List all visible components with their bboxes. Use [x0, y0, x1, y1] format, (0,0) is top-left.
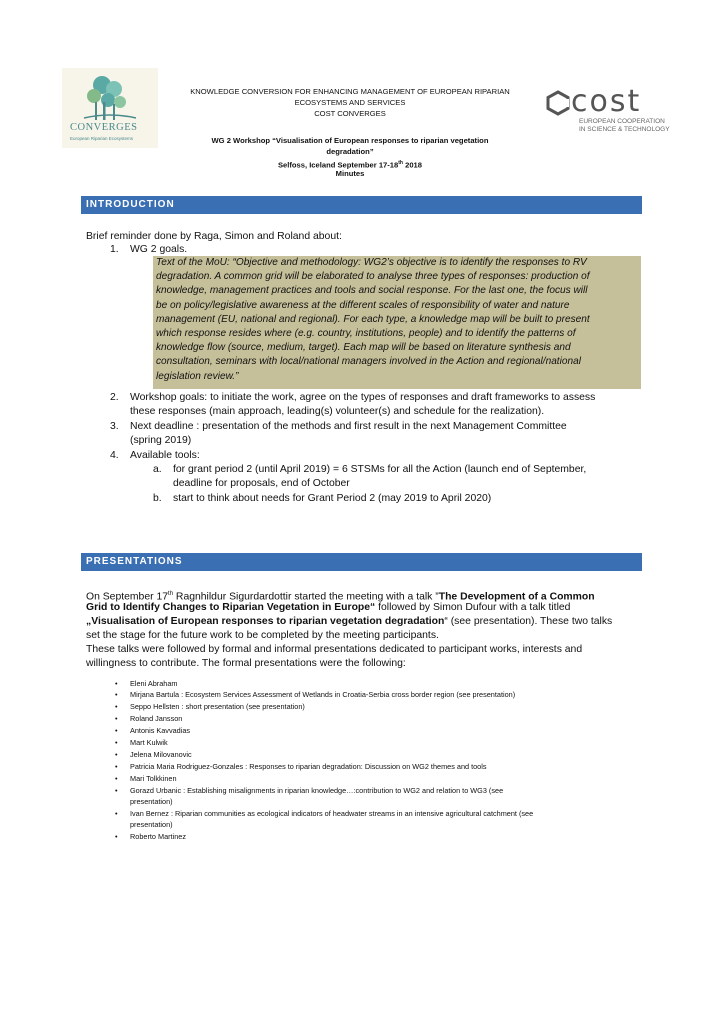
quote-line: knowledge, management practices and tools and social response. For the last one, the focus will [156, 285, 588, 297]
header-line-3: COST CONVERGES [314, 109, 386, 118]
presenter-item: Mari Tolkkinen [130, 774, 177, 783]
presentations-para-3 [86, 615, 612, 629]
item-4-text: Available tools: [130, 450, 200, 461]
cost-tagline-2: IN SCIENCE & TECHNOLOGY [579, 126, 670, 133]
item-2-text-2: these responses (main approach, leading(s) volunteer(s) and schedule for the realization). [130, 406, 545, 417]
p1-text-2: Ragnhildur Sigurdardottir started the meeting with a talk ” [173, 591, 439, 603]
presentations-heading: PRESENTATIONS [81, 553, 642, 571]
bullet: • [115, 714, 118, 723]
bullet: • [115, 679, 118, 688]
presenter-item: Ivan Bernez : Riparian communities as ecological indicators of headwater streams in an intensive agricultural catchment (see [130, 809, 534, 818]
workshop-title-1: WG 2 Workshop “Visualisation of European responses to riparian vegetation [211, 136, 489, 145]
logo-left-subtitle: European Riparian Ecosystems [70, 136, 134, 141]
p3-text: “ (see presentation). These two talks [444, 616, 613, 627]
item-3-text-1: Next deadline : presentation of the methods and first result in the next Management Committee [130, 421, 567, 432]
logo-left-text: CONVERGES [70, 122, 138, 133]
p1-text: On September 17 [86, 591, 169, 603]
cost-tagline-1: EUROPEAN COOPERATION [579, 118, 665, 125]
bullet: • [115, 738, 118, 747]
p1-sup: th [168, 591, 174, 597]
presentations-para-2 [86, 601, 570, 615]
location-text: Selfoss, Iceland September 17-18 [277, 160, 399, 170]
quote-line: management (EU, national and regional). For each type, a knowledge map will be built to present [156, 313, 590, 325]
talk-title-1b: Grid to Identify Changes to Riparian Vegetation in Europe“ [86, 602, 376, 613]
bullet: • [115, 774, 118, 783]
item-2-text-1: Workshop goals: to initiate the work, agree on the types of responses and draft frameworks to assess [130, 392, 596, 403]
quote-line: Text of the MoU: “Objective and methodology: WG2’s objective is to identify the responses to RV [156, 257, 587, 268]
presenter-item: Mart Kulwik [130, 738, 168, 747]
bullet: • [115, 702, 118, 711]
bullet: • [115, 750, 118, 759]
bullet: • [115, 762, 118, 771]
quote-line: which response resides where (e.g. country, institutions, people) and to identify the patterns of [156, 328, 576, 340]
presentations-para-4: set the stage for the future work to be completed by the meeting participants. [86, 630, 439, 641]
bullet: • [115, 690, 118, 699]
presentations-para-5: These talks were followed by formal and informal presentations dedicated to participant works, interests and [86, 644, 583, 655]
converges-logo [62, 68, 158, 148]
presenter-item: Jelena Milovanovic [130, 750, 192, 759]
item-3-text-2: (spring 2019) [130, 435, 192, 446]
presenter-item-cont: presentation) [130, 797, 173, 806]
sub-b-mark: b. [153, 493, 162, 504]
cost-tagline [579, 118, 670, 134]
talk-title-2: „Visualisation of European responses to riparian vegetation degradation [86, 616, 445, 627]
quote-line: legislation review.” [156, 370, 239, 382]
presenter-item: Roland Jansson [130, 714, 183, 723]
bullet: • [115, 786, 118, 795]
location-year: 2018 [403, 160, 423, 170]
header-line-1: KNOWLEDGE CONVERSION FOR ENHANCING MANAGEMENT OF EUROPEAN RIPARIAN [190, 87, 510, 96]
presenter-item: Antonis Kavvadias [130, 726, 191, 735]
quote-line: degradation. A common grid will be elaborated to analyse three types of responses: production of [156, 271, 590, 283]
quote-line: consultation, seminars with local/national managers involved in the Action and regional/national [156, 356, 581, 368]
presenter-item-cont: presentation) [130, 820, 173, 829]
bullet: • [115, 809, 118, 818]
sub-a-text-2: deadline for proposals, end of October [173, 478, 350, 489]
presenter-item: Gorazd Urbanic : Establishing misalignments in riparian knowledge…:contribution to WG2 and relation to WG3 (see [130, 786, 504, 795]
item-1-number: 1. [110, 244, 119, 255]
presenter-item: Mirjana Bartula : Ecosystem Services Assessment of Wetlands in Croatia-Serbia cross border region (see presentation) [130, 690, 516, 699]
presenter-item: Eleni Abraham [130, 679, 178, 688]
sub-a-text-1: for grant period 2 (until April 2019) = 6 STSMs for all the Action (launch end of September, [173, 464, 587, 475]
sub-b-text: start to think about needs for Grant Period 2 (may 2019 to April 2020) [173, 493, 492, 504]
item-3-number: 3. [110, 421, 119, 432]
item-4-number: 4. [110, 450, 119, 461]
p2-text: followed by Simon Dufour with a talk titled [375, 602, 571, 613]
presentations-para-6: willingness to contribute. The formal presentations were the following: [86, 658, 406, 669]
bullet: • [115, 726, 118, 735]
header-line-2: ECOSYSTEMS AND SERVICES [294, 98, 406, 107]
presenter-item: Roberto Martinez [130, 832, 186, 841]
cost-wordmark: cost [571, 84, 642, 119]
introduction-heading: INTRODUCTION [81, 196, 642, 214]
presenter-item: Patricia Maria Rodriguez-Gonzales : Responses to riparian degradation: Discussion on WG2 themes and tools [130, 762, 487, 771]
intro-lead: Brief reminder done by Raga, Simon and Roland about: [86, 231, 342, 242]
item-2-number: 2. [110, 392, 119, 403]
cost-hexagon-icon [545, 90, 571, 116]
location-sup: th [398, 160, 403, 166]
item-1-text: WG 2 goals. [130, 244, 188, 255]
bullet: • [115, 832, 118, 841]
cost-logo [545, 84, 685, 136]
workshop-title-2: degradation” [326, 147, 374, 156]
sub-a-mark: a. [153, 464, 162, 475]
talk-title-1a: The Development of a Common [438, 591, 595, 603]
quote-line: be on policy/legislative awareness at the different scales of responsibility of water and nature [156, 299, 570, 311]
tree-icon [80, 72, 140, 122]
minutes-label: Minutes [335, 169, 365, 178]
mou-quote [153, 256, 641, 389]
presenter-item: Seppo Hellsten : short presentation (see presentation) [130, 702, 305, 711]
quote-line: knowledge flow (source, medium, target). Each map will be based on literature synthesis and [156, 342, 571, 354]
